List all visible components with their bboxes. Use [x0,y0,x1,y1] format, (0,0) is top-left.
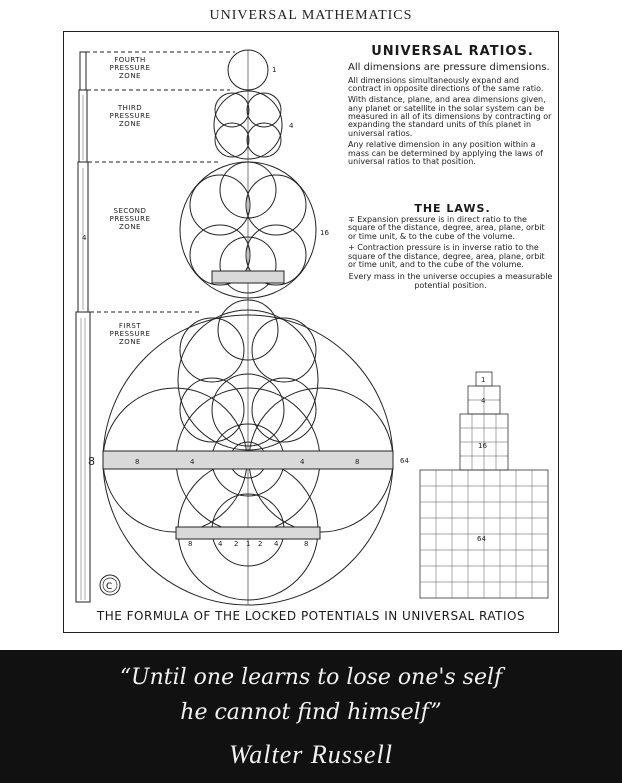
zone-label-third: THIRD PRESSURE ZONE [109,104,151,128]
ratios-paragraph: With distance, plane, and area dimensions given, any planet or satellite in the solar system can be measured in all of its dimensions by contracting or expanding the standard units of this planet in universal ratios. [348,95,552,138]
small-bar-label-4: 2 [258,540,263,548]
stack-label-1: 1 [481,376,486,384]
zone-label-second: SECOND PRESSURE ZONE [109,207,151,231]
ratios-text-block [348,63,553,169]
big-bar-label-4a: 4 [190,458,195,466]
small-bar-label-6: 8 [304,540,309,548]
ruler-label-4: 4 [82,234,87,242]
circle-label-16: 16 [320,229,329,237]
law-expansion [348,216,553,241]
laws-text-block [348,216,553,293]
diagram-caption: THE FORMULA OF THE LOCKED POTENTIALS IN UNIVERSAL RATIOS [96,609,526,623]
universal-ratios-heading: UNIVERSAL RATIOS. [371,44,534,59]
quote-line-2: he cannot find himself” [180,700,442,725]
quote-author: Walter Russell [229,740,393,769]
law-text: Contraction pressure is in inverse ratio to the square of the distance, degree, area, plane, orbit or time unit, and to the cube of the volume. [348,243,545,269]
ratios-paragraph: All dimensions simultaneously expand and contract in opposite directions of the same ratio. [348,75,544,93]
ratios-paragraph: Any relative dimension in any position within a mass can be determined by applying the laws of universal ratios to that position. [348,140,543,167]
small-bar-label-0: 8 [188,540,193,548]
book-header-title: UNIVERSAL MATHEMATICS [209,8,413,23]
copyright-icon [100,575,120,595]
small-bar-label-5: 4 [274,540,279,548]
law-symbol: ∓ [348,215,355,224]
small-bar-label-3: 1 [246,540,251,548]
small-bar-label-1: 4 [218,540,223,548]
law-contraction [348,244,553,269]
big-bar-label-8a: 8 [135,458,140,466]
circle-label-4: 4 [289,122,294,130]
stack-label-4: 4 [481,397,486,405]
closing-statement: Every mass in the universe occupies a measurable potential position. [348,272,553,290]
law-symbol: + [348,243,355,253]
zone-label-fourth: FOURTH PRESSURE ZONE [109,56,151,80]
law-text: Expansion pressure is in direct ratio to the square of the distance, degree, area, plane, orbit or time unit, & to the cube of the volume. [348,215,545,241]
small-bar-label-2: 2 [234,540,239,548]
quote-line-1: “Until one learns to lose one's self [119,665,503,690]
bar-side-label-8: 8 [88,455,95,468]
svg-text:C: C [106,582,113,592]
stack-label-64: 64 [477,535,486,543]
zone-label-first: FIRST PRESSURE ZONE [109,322,151,346]
circle-label-64: 64 [400,457,409,465]
laws-heading: THE LAWS. [414,202,491,215]
ratios-paragraph: All dimensions are pressure dimensions. [348,62,550,73]
stack-label-16: 16 [478,442,487,450]
circle-label-1: 1 [272,66,277,74]
big-bar-label-4b: 4 [300,458,305,466]
big-bar-label-8b: 8 [355,458,360,466]
